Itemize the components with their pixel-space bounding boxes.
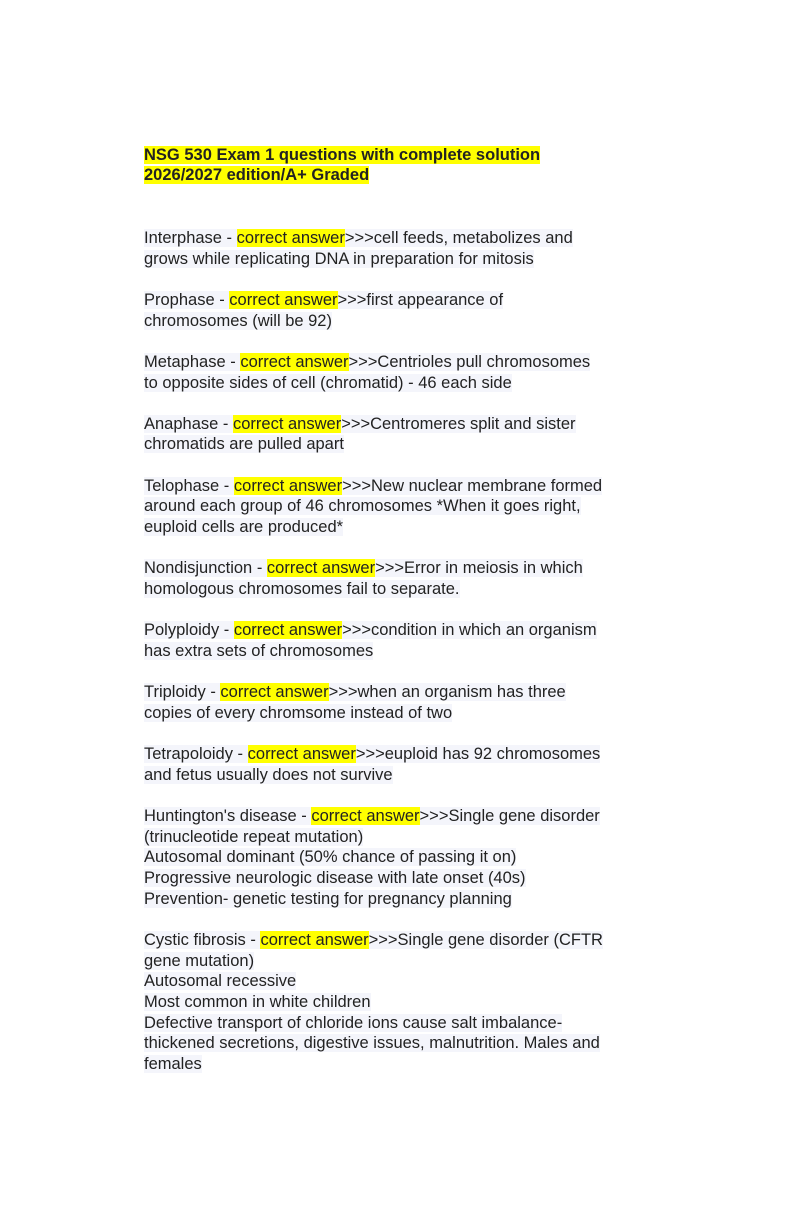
entry-answer-text: has extra sets of chromosomes bbox=[144, 641, 374, 660]
entry-answer-text: grows while replicating DNA in preparation for mitosis bbox=[144, 249, 534, 268]
entry-answer-text: Most common in white children bbox=[144, 992, 371, 1011]
qa-entry bbox=[144, 228, 664, 269]
entry-answer-start: >>>Single gene disorder (CFTR bbox=[368, 930, 603, 949]
entry-term: Polyploidy - bbox=[144, 621, 234, 640]
entry-term: Metaphase - bbox=[144, 352, 241, 371]
document-title bbox=[144, 145, 664, 185]
entry-answer-text: Autosomal dominant (50% chance of passing it on) bbox=[144, 848, 517, 867]
document-page bbox=[144, 145, 664, 1095]
correct-answer-label: correct answer bbox=[233, 621, 343, 640]
entry-answer-line bbox=[144, 971, 664, 992]
entry-first-line bbox=[144, 930, 664, 951]
correct-answer-label: correct answer bbox=[247, 744, 356, 763]
entry-first-line bbox=[144, 558, 664, 579]
entry-answer-start: >>>Centromeres split and sister bbox=[341, 414, 576, 433]
entry-answer-line bbox=[144, 765, 664, 786]
entry-answer-line bbox=[144, 311, 664, 332]
entry-answer-line bbox=[144, 1013, 664, 1034]
entry-term: Huntington's disease - bbox=[144, 806, 312, 825]
entry-answer-text: chromosomes (will be 92) bbox=[144, 311, 332, 330]
qa-entry bbox=[144, 558, 664, 599]
qa-entry bbox=[144, 620, 664, 661]
entry-answer-text: euploid cells are produced* bbox=[144, 518, 344, 537]
entry-answer-text: around each group of 46 chromosomes *When it goes right, bbox=[144, 497, 581, 516]
entry-answer-line bbox=[144, 992, 664, 1013]
entry-answer-text: Autosomal recessive bbox=[144, 972, 297, 991]
entry-answer-line bbox=[144, 517, 664, 538]
entry-answer-line bbox=[144, 579, 664, 600]
title-line-2: 2026/2027 edition/A+ Graded bbox=[144, 166, 370, 184]
entry-first-line bbox=[144, 228, 664, 249]
entry-term: Interphase - bbox=[144, 229, 237, 247]
entry-answer-start: >>>Error in meiosis in which bbox=[375, 559, 583, 578]
entry-answer-line bbox=[144, 847, 664, 868]
qa-entry bbox=[144, 290, 664, 331]
entry-answer-line bbox=[144, 1033, 664, 1054]
entry-first-line bbox=[144, 682, 664, 703]
entry-answer-start: >>>Single gene disorder bbox=[419, 806, 600, 825]
entry-answer-text: thickened secretions, digestive issues, malnutrition. Males and bbox=[144, 1034, 600, 1053]
entry-answer-start: >>>when an organism has three bbox=[328, 683, 566, 702]
entry-answer-line bbox=[144, 641, 664, 662]
entry-answer-line bbox=[144, 703, 664, 724]
entry-first-line bbox=[144, 352, 664, 373]
entry-answer-text: Progressive neurologic disease with late onset (40s) bbox=[144, 868, 526, 887]
correct-answer-label: correct answer bbox=[220, 683, 329, 702]
entry-answer-line bbox=[144, 249, 664, 270]
entry-first-line bbox=[144, 290, 664, 311]
qa-list bbox=[144, 228, 664, 1075]
entry-first-line bbox=[144, 414, 664, 435]
entry-answer-start: >>>New nuclear membrane formed bbox=[342, 476, 603, 495]
correct-answer-label: correct answer bbox=[236, 229, 345, 247]
entry-answer-line bbox=[144, 889, 664, 910]
entry-answer-line bbox=[144, 868, 664, 889]
entry-term: Prophase - bbox=[144, 290, 230, 309]
title-line-1: NSG 530 Exam 1 questions with complete solution bbox=[144, 146, 541, 164]
qa-entry bbox=[144, 414, 664, 455]
entry-answer-start: >>>condition in which an organism bbox=[342, 621, 597, 640]
entry-answer-line bbox=[144, 1054, 664, 1075]
entry-term: Telophase - bbox=[144, 476, 234, 495]
entry-answer-line bbox=[144, 373, 664, 394]
entry-first-line bbox=[144, 806, 664, 827]
entry-term: Cystic fibrosis - bbox=[144, 930, 261, 949]
entry-term: Anaphase - bbox=[144, 414, 233, 433]
entry-answer-text: and fetus usually does not survive bbox=[144, 765, 393, 784]
qa-entry bbox=[144, 930, 664, 1075]
entry-term: Tetrapoloidy - bbox=[144, 744, 248, 763]
entry-answer-text: Prevention- genetic testing for pregnancy planning bbox=[144, 889, 512, 908]
entry-term: Triploidy - bbox=[144, 683, 221, 702]
entry-term: Nondisjunction - bbox=[144, 559, 267, 578]
entry-answer-start: >>>cell feeds, metabolizes and bbox=[344, 229, 573, 247]
entry-answer-start: >>>Centrioles pull chromosomes bbox=[348, 352, 591, 371]
entry-first-line bbox=[144, 476, 664, 497]
entry-answer-line bbox=[144, 434, 664, 455]
entry-answer-text: gene mutation) bbox=[144, 951, 255, 970]
entry-first-line bbox=[144, 744, 664, 765]
qa-entry bbox=[144, 744, 664, 785]
qa-entry bbox=[144, 806, 664, 910]
correct-answer-label: correct answer bbox=[311, 806, 420, 825]
entry-answer-text: copies of every chromsome instead of two bbox=[144, 703, 453, 722]
entry-answer-text: (trinucleotide repeat mutation) bbox=[144, 827, 364, 846]
qa-entry bbox=[144, 476, 664, 538]
entry-answer-text: females bbox=[144, 1055, 202, 1074]
entry-answer-start: >>>euploid has 92 chromosomes bbox=[355, 744, 601, 763]
entry-answer-line bbox=[144, 827, 664, 848]
entry-first-line bbox=[144, 620, 664, 641]
correct-answer-label: correct answer bbox=[266, 559, 376, 578]
correct-answer-label: correct answer bbox=[232, 414, 342, 433]
entry-answer-line bbox=[144, 496, 664, 517]
qa-entry bbox=[144, 352, 664, 393]
entry-answer-text: Defective transport of chloride ions cause salt imbalance- bbox=[144, 1013, 563, 1032]
correct-answer-label: correct answer bbox=[233, 476, 343, 495]
correct-answer-label: correct answer bbox=[229, 290, 338, 309]
correct-answer-label: correct answer bbox=[260, 930, 369, 949]
entry-answer-start: >>>first appearance of bbox=[337, 290, 504, 309]
entry-answer-line bbox=[144, 951, 664, 972]
correct-answer-label: correct answer bbox=[240, 352, 349, 371]
entry-answer-text: to opposite sides of cell (chromatid) - 46 each side bbox=[144, 373, 512, 392]
entry-answer-text: chromatids are pulled apart bbox=[144, 435, 344, 454]
qa-entry bbox=[144, 682, 664, 723]
entry-answer-text: homologous chromosomes fail to separate. bbox=[144, 579, 460, 598]
